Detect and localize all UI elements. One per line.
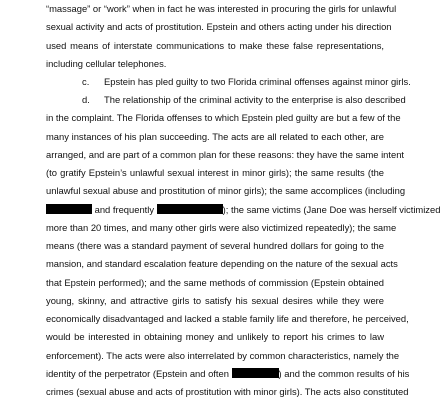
text-line: mansion, and standard escalation feature depending on the nature of the sexual acts: [46, 258, 398, 270]
text-line: more than 20 times, and many other girls were also victimized repeatedly); the same: [46, 221, 397, 233]
text-line: young, skinny, and attractive girls to satisfy his sexual desires while they were: [46, 294, 384, 306]
text-line-with-redaction: [46, 367, 410, 380]
text-line: Epstein has pled guilty to two Florida criminal offenses against minor girls.: [104, 76, 411, 87]
redaction-block: [46, 204, 92, 214]
text-line: The relationship of the criminal activity to the enterprise is also described: [104, 94, 406, 106]
text-line: would be interested in obtaining money and unlikely to report his crimes to law: [46, 331, 384, 343]
text-line: used means of interstate communications to make these false representations,: [46, 39, 384, 51]
text-line: that Epstein performed); and the same methods of commission (Epstein obtained: [46, 276, 384, 288]
redaction-block: [157, 204, 223, 214]
text-line: economically disadvantaged and lacked a stable family life and therefore, he perceived,: [46, 313, 409, 324]
text-segment: identity of the perpetrator (Epstein and often: [46, 367, 229, 379]
text-line: in the complaint. The Florida offenses to which Epstein pled guilty are but a few of the: [46, 112, 401, 124]
text-line: sexual activity and acts of prostitution. Epstein and others acting under his direction: [46, 21, 392, 33]
text-line: enforcement). The acts were also interrelated by common characteristics, namely the: [46, 349, 400, 361]
list-marker-d: d.: [82, 94, 90, 106]
text-line-with-redactions: [46, 203, 440, 216]
text-line: crimes (sexual abuse and acts of prostitution with minor girls). The acts also constituted: [46, 386, 409, 397]
text-line: many instances of his plan succeeding. The acts are all related to each other, are: [46, 130, 384, 142]
list-marker-c: c.: [82, 76, 90, 87]
redaction-block: [232, 368, 279, 378]
text-line: including cellular telephones.: [46, 57, 167, 69]
text-segment: and frequently: [94, 203, 155, 215]
text-segment: ) and the common results of his: [278, 367, 410, 379]
text-line: “massage” or “work” when in fact he was interested in procuring the girls for unlawful: [46, 3, 397, 14]
text-line: unlawful sexual abuse and prostitution of minor girls); the same accomplices (including: [46, 185, 406, 197]
text-segment: ); the same victims (Jane Doe was herself victimized: [222, 203, 440, 215]
text-line: (to gratify Epstein’s unlawful sexual interest in minor girls); the same results (the: [46, 167, 384, 179]
text-line: arranged, and are part of a common plan for these reasons: they have the same intent: [46, 148, 405, 160]
text-line: means (there was a standard payment of several hundred dollars for going to the: [46, 240, 384, 252]
